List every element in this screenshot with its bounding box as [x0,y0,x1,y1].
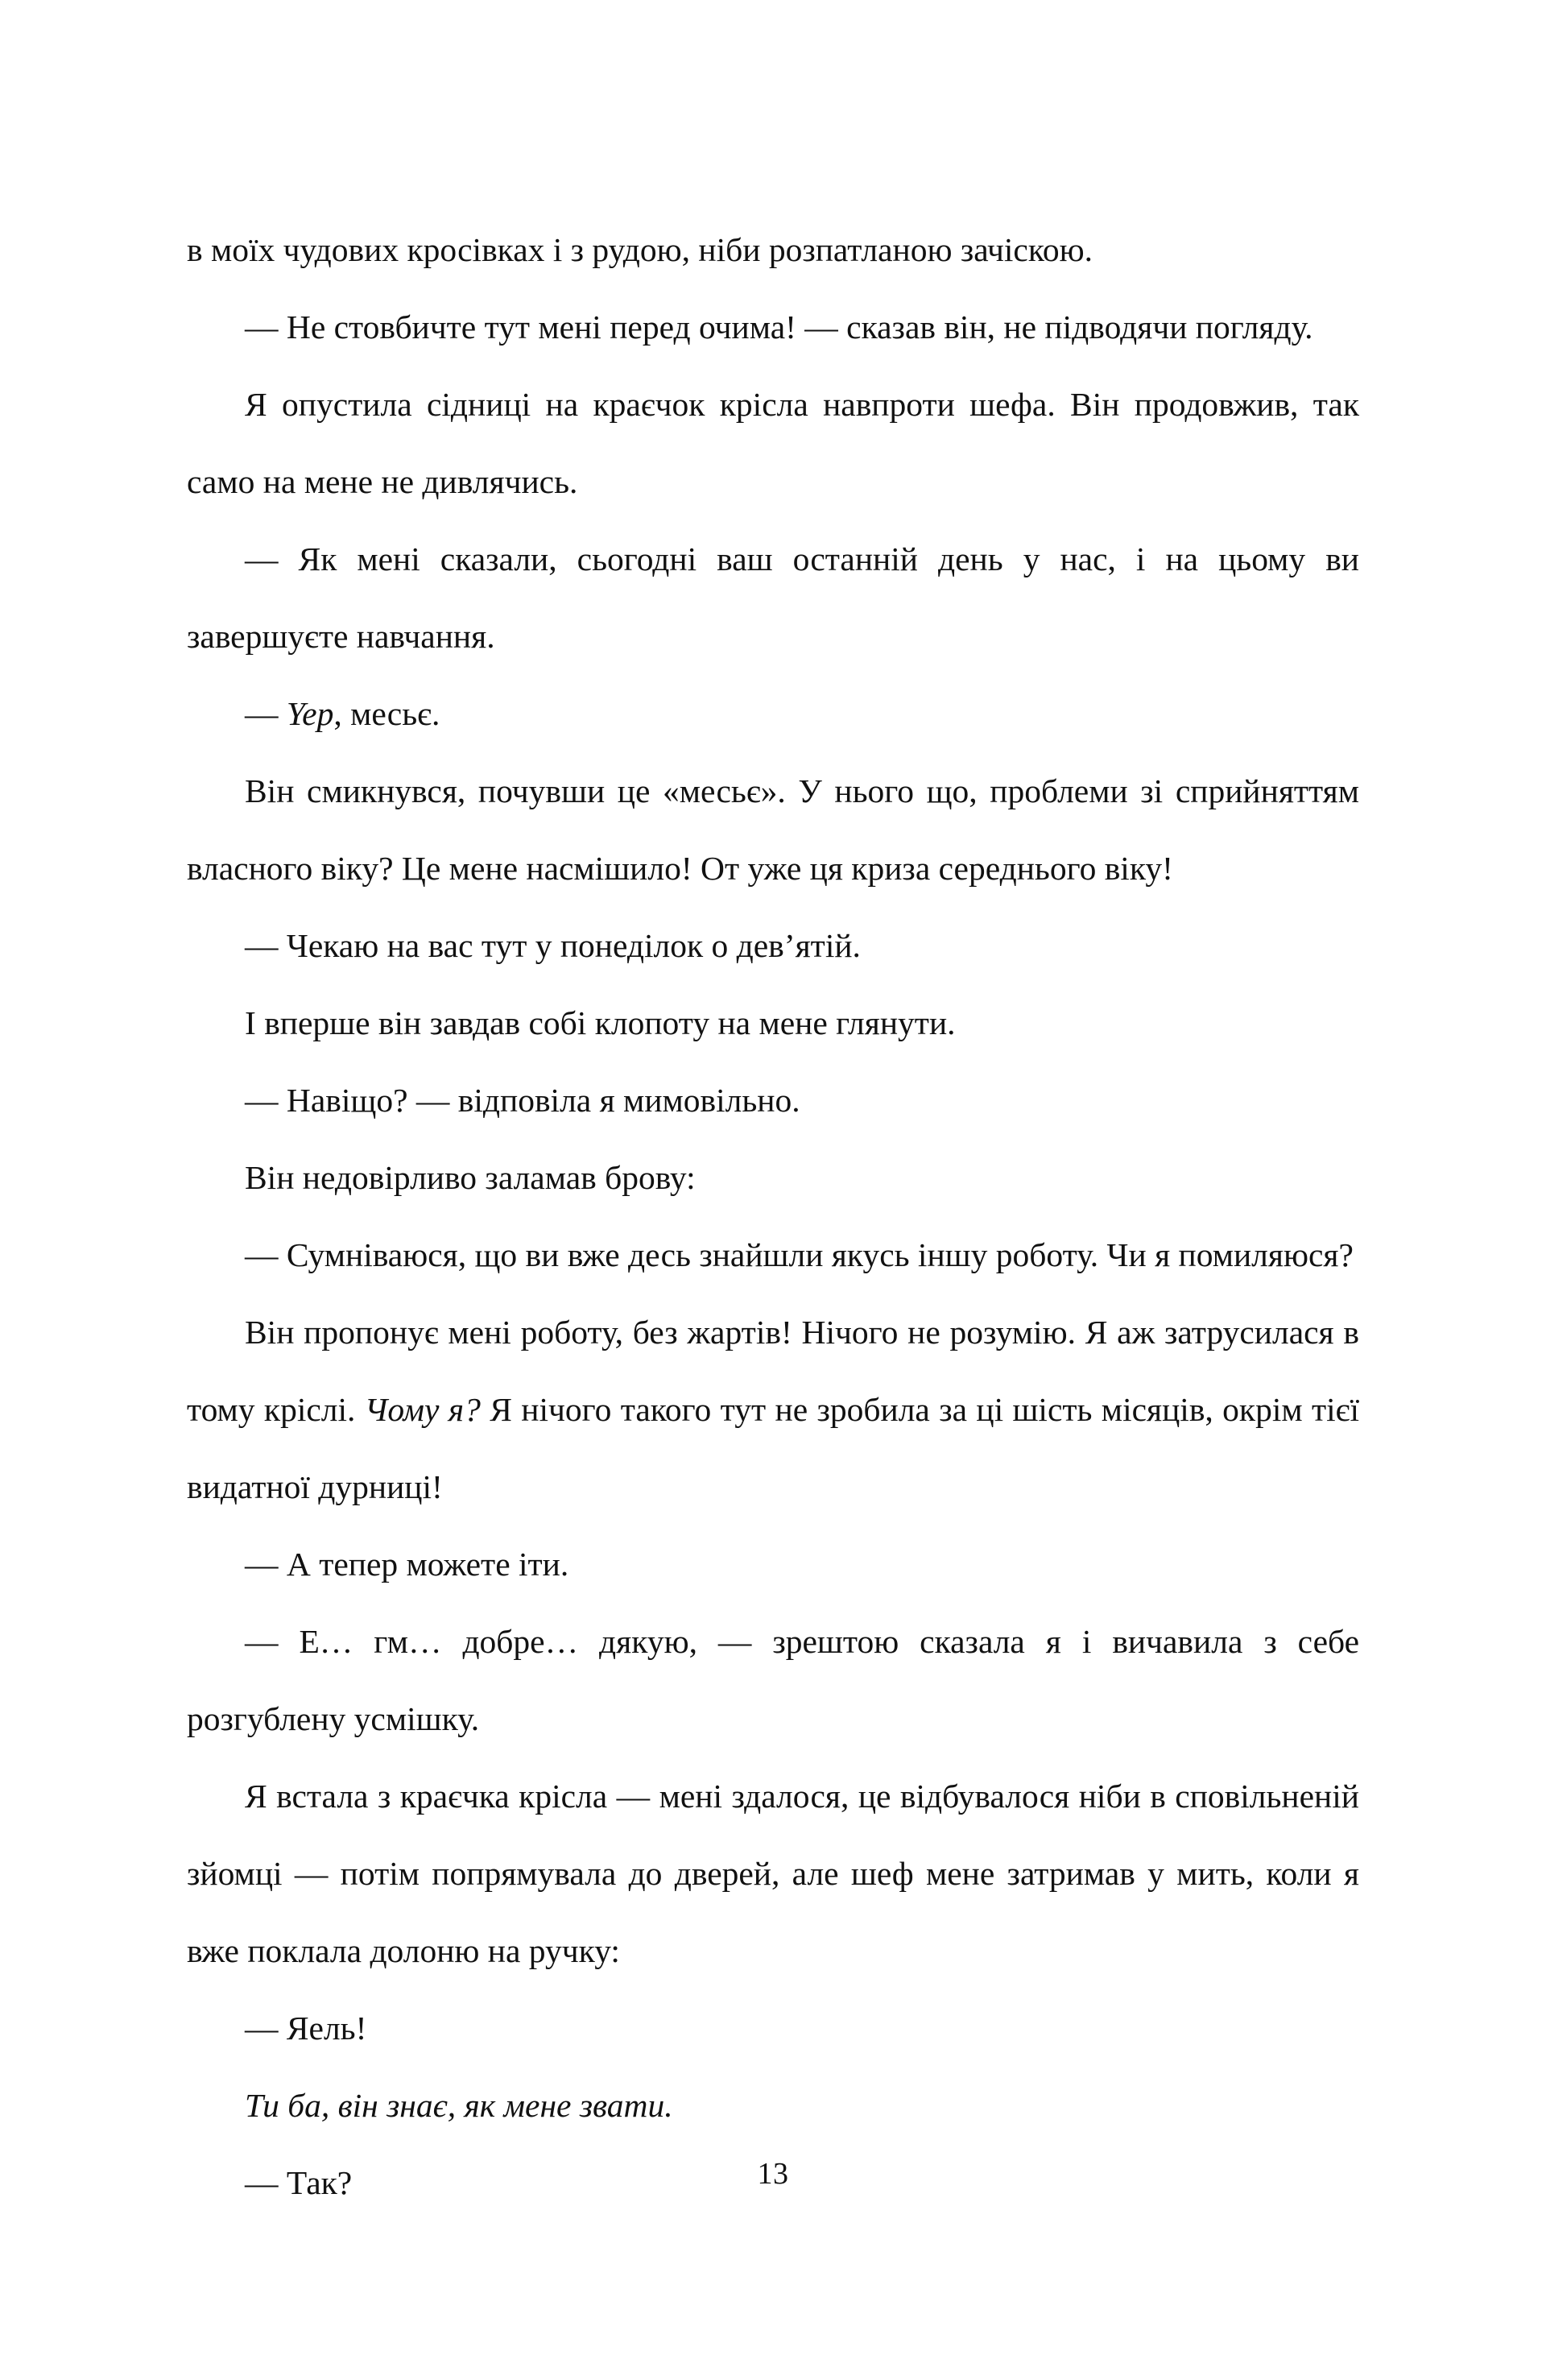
body-paragraph [187,288,1359,366]
body-paragraph [187,211,1359,288]
body-paragraph [187,1062,1359,1139]
body-text: — [245,695,287,732]
body-text: — Як мені сказали, сьогодні ваш останній день у нас, і на цьому ви завершуєте навчання. [187,540,1359,655]
body-text: Він смикнувся, почувши це «месьє». У нього що, проблеми зі сприйняттям власного віку? Це мене насмішило! От уже ця криза середнього віку! [187,772,1359,887]
body-text: , месьє. [333,695,440,732]
page-number: 13 [757,2157,789,2191]
body-text: Я опустила сідниці на краєчок крісла навпроти шефа. Він продовжив, так само на мене не дивлячись. [187,386,1359,500]
body-text: — Так? [245,2164,353,2201]
body-paragraph [187,1293,1359,1525]
body-text: — А тепер можете іти. [245,1546,569,1583]
body-text: — Яель! [245,2010,367,2047]
body-paragraph [187,984,1359,1062]
body-paragraph [187,366,1359,520]
body-text: — Чекаю на вас тут у понеділок о дев’ятій. [245,927,861,964]
emphasis-text: Ти ба, він знає, як мене звати. [245,2087,673,2124]
body-paragraph [187,1139,1359,1216]
body-paragraph [187,675,1359,752]
body-paragraph [187,1216,1359,1293]
body-text: — Е… гм… добре… дякую, — зрештою сказала я і вичавила з себе розгублену усмішку. [187,1623,1359,1737]
body-paragraph [187,1603,1359,1757]
body-paragraph [187,1757,1359,1989]
body-paragraph [187,752,1359,907]
body-paragraph [187,2067,1359,2144]
page-body-text [187,211,1359,2221]
body-text: Він недовірливо заламав брову: [245,1159,696,1196]
body-text: І вперше він завдав собі клопоту на мене глянути. [245,1004,956,1041]
body-text: Він пропонує мені роботу, без жартів! Нічого не розумію. Я аж затрусилася в тому кріслі. [187,1314,1359,1428]
body-text: — Не стовбичте тут мені перед очима! — сказав він, не підводячи погляду. [245,308,1313,346]
body-text: — Навіщо? — відповіла я мимовільно. [245,1082,800,1119]
body-text: Я встала з краєчка крісла — мені здалося, це відбувалося ніби в сповільненій зйомці — потім попрямувала до дверей, але шеф мене затримав у мить, коли я вже поклала долоню на ручку: [187,1778,1359,1969]
body-text: — Сумніваюся, що ви вже десь знайшли якусь іншу роботу. Чи я помиляюся? [245,1236,1354,1273]
body-paragraph [187,1989,1359,2067]
body-text: Я нічого такого тут не зробила за ці шість місяців, окрім тієї видатної дурниці! [187,1391,1359,1505]
body-paragraph [187,1525,1359,1603]
emphasis-text: Yep [286,695,334,732]
body-paragraph [187,907,1359,984]
body-text: в моїх чудових кросівках і з рудою, ніби розпатланою зачіскою. [187,231,1093,268]
emphasis-text: Чому я? [364,1391,481,1428]
body-paragraph [187,520,1359,675]
